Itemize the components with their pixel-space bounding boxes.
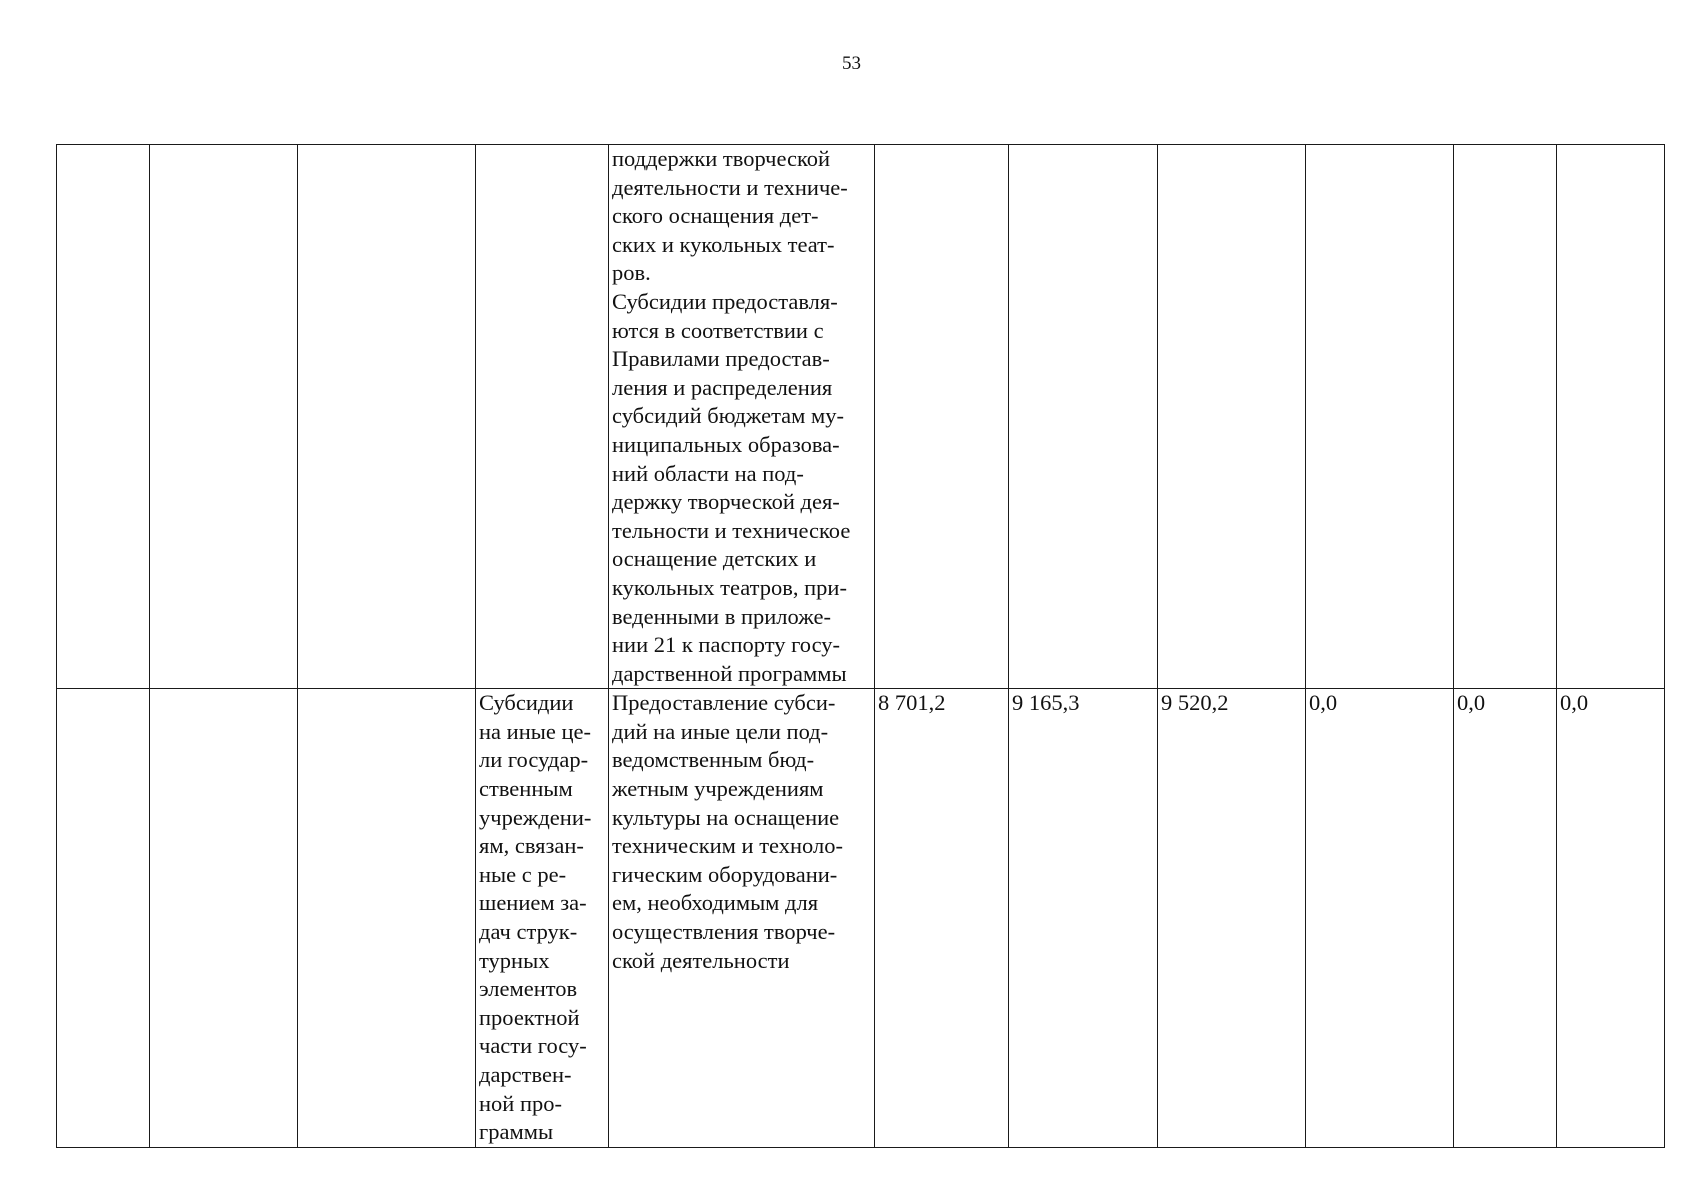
value-cell-year-4: 0,0 <box>1306 689 1454 1148</box>
table-row <box>57 145 1665 689</box>
budget-table <box>56 144 1665 1148</box>
empty-cell <box>150 689 298 1148</box>
empty-cell <box>298 689 476 1148</box>
value-cell-year-3: 9 520,2 <box>1158 689 1306 1148</box>
table-row <box>57 689 1665 1148</box>
empty-cell <box>476 145 609 689</box>
empty-cell <box>57 689 150 1148</box>
empty-cell <box>1557 145 1665 689</box>
event-description-cell: Предоставление субси- дий на иные цели под- ведомственным бюд- жетным учреждениям культуры на оснащение техническим и техноло- гическим оборудовани- ем, необходимым для осуществления творче- ской деятельности <box>609 689 875 1148</box>
empty-cell <box>1009 145 1158 689</box>
empty-cell <box>1454 145 1557 689</box>
value-cell-year-6: 0,0 <box>1557 689 1665 1148</box>
event-description-cell: поддержки творческой деятельности и техниче- ского оснащения дет- ских и кукольных теат- ров. Субсидии предоставля- ются в соответствии с Правилами предостав- ления и распределения субсидий бюджетам му- ниципальных образова- ний области на под- держку творческой дея- тельности и техническое оснащение детских и кукольных театров, при- веденными в приложе- нии 21 к паспорту госу- дарственной программы <box>609 145 875 689</box>
empty-cell <box>1158 145 1306 689</box>
page-number: 53 <box>842 53 861 74</box>
measure-name-cell: Субсидии на иные це- ли государ- ственным учреждени- ям, связан- ные с ре- шением за- дач струк- турных элементов проектной части госу- дарствен- ной про- граммы <box>476 689 609 1148</box>
empty-cell <box>57 145 150 689</box>
empty-cell <box>1306 145 1454 689</box>
empty-cell <box>150 145 298 689</box>
empty-cell <box>875 145 1009 689</box>
empty-cell <box>298 145 476 689</box>
value-cell-year-1: 8 701,2 <box>875 689 1009 1148</box>
value-cell-year-5: 0,0 <box>1454 689 1557 1148</box>
value-cell-year-2: 9 165,3 <box>1009 689 1158 1148</box>
